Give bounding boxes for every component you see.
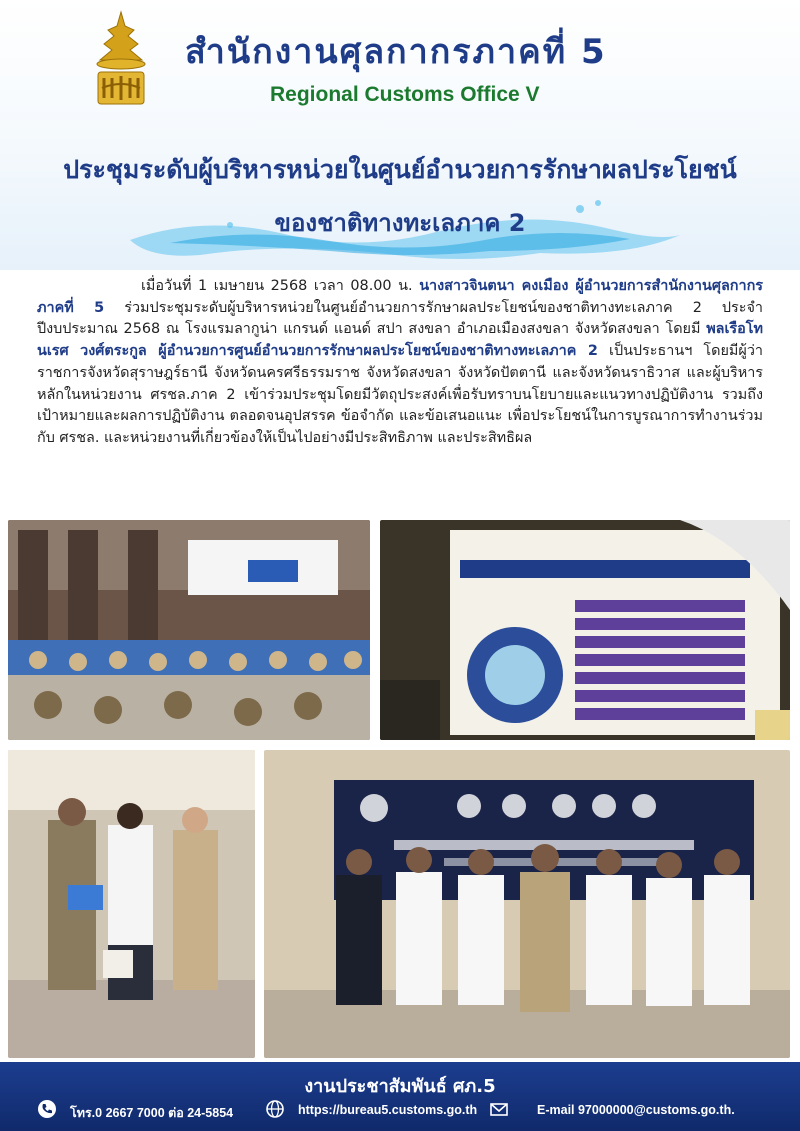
envelope-icon bbox=[490, 1100, 508, 1118]
headline-line-2: ของชาติทางทะเลภาค 2 bbox=[274, 209, 526, 237]
article-director-name: นางสาวจินตนา คงเมือง ผู้อำนวยการสำนักงานศุลกากรภาคที่ 5 bbox=[37, 278, 764, 316]
phone-icon bbox=[38, 1100, 56, 1118]
article-chairman-name: พลเรือโท นเรศ วงศ์ตระกูล ผู้อำนวยการศูนย์อำนวยการรักษาผลประโยชน์ของชาติทางทะเลภาค 2 bbox=[37, 321, 763, 360]
article-body bbox=[37, 276, 763, 450]
group-photo bbox=[264, 750, 790, 1058]
customs-emblem-icon bbox=[88, 10, 154, 110]
footer-email-link[interactable]: E-mail 97000000@customs.go.th. bbox=[537, 1103, 735, 1117]
article-purpose: เป็นประธานฯ โดยมีผู้ว่าราชการจังหวัดสุราษฎร์ธานี จังหวัดนครศรีธรรมราช จังหวัดสงขลา จังหวัดปัตตานี และจังหวัดนราธิวาส และผู้บริหารหลักในหน่วยงาน ศรชล.ภาค 2 เข้าร่วมประชุมโดยมีวัตถุประสงค์เพื่อรับทราบนโยบายและแนวทางปฏิบัติงาน รวมถึงเป้าหมายและผลการปฏิบัติงาน ตลอดจนอุปสรรค ข้อจำกัด และข้อเสนอแนะ เพื่อประโยชน์ในการบูรณาการทำงานร่วมกับ ศรชล. และหน่วยงานที่เกี่ยวข้องให้เป็นไปอย่างมีประสิทธิภาพ และประสิทธิผล bbox=[37, 343, 763, 446]
footer-phone: โทร.0 2667 7000 ต่อ 24-5854 bbox=[70, 1106, 234, 1120]
footer-website-link[interactable]: https://bureau5.customs.go.th bbox=[298, 1103, 478, 1117]
headline-line-1: ประชุมระดับผู้บริหารหน่วยในศูนย์อำนวยการรักษาผลประโยชน์ bbox=[63, 155, 737, 184]
office-name-thai: สำนักงานศุลกากรภาคที่ 5 bbox=[185, 32, 607, 72]
presentation-screen-photo bbox=[380, 520, 790, 740]
footer bbox=[0, 1062, 800, 1131]
globe-icon bbox=[266, 1100, 284, 1118]
article-intro: เมื่อวันที่ 1 เมษายน 2568 เวลา 08.00 น. bbox=[141, 278, 420, 294]
meeting-room-photo bbox=[8, 520, 370, 740]
article-venue: ร่วมประชุมระดับผู้บริหารหน่วยในศูนย์อำนวยการรักษาผลประโยชน์ของชาติทางทะเลภาค 2 ประจำปีงบประมาณ 2568 ณ โรงแรมลากูน่า แกรนด์ แอนด์ สปา สงขลา อำเภอเมืองสงขลา จังหวัดสงขลา โดยมี bbox=[37, 299, 763, 338]
office-name-english: Regional Customs Office V bbox=[270, 83, 540, 106]
footer-title: งานประชาสัมพันธ์ ศภ.5 bbox=[304, 1076, 496, 1097]
lobby-arrival-photo bbox=[8, 750, 255, 1058]
